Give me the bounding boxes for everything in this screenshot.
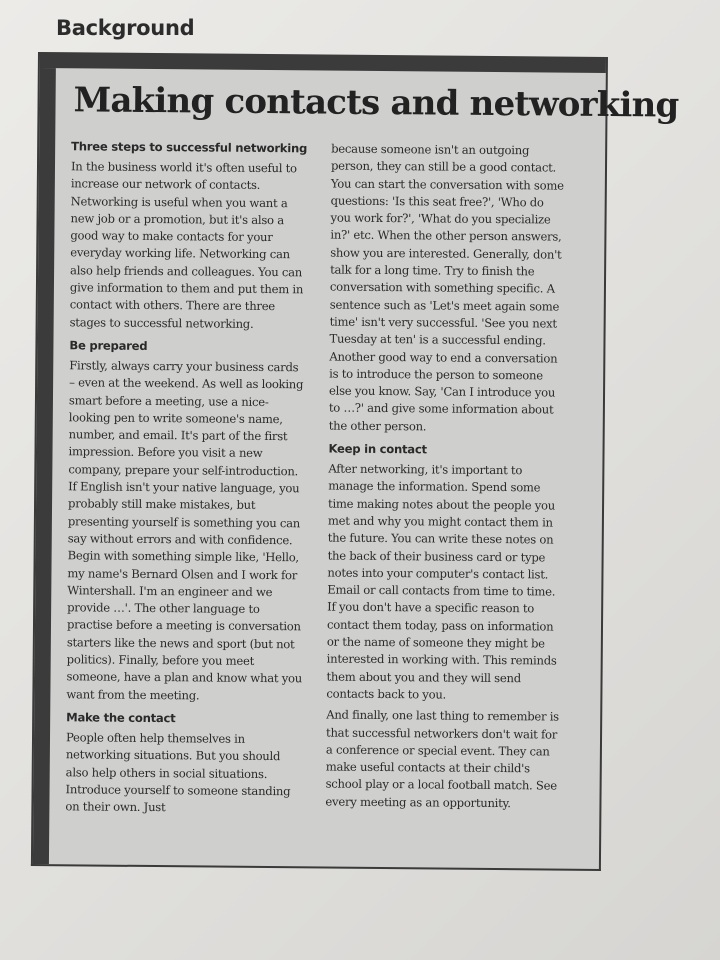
article-panel — [31, 52, 679, 871]
heading-be-prepared: Be prepared — [69, 338, 148, 353]
left-column — [65, 138, 307, 821]
panel-top-bar — [40, 52, 606, 73]
paragraph-make-contact: People often help themselves in networking situations. But you should also help others in social situations. Introduce yourself to someone standing on their own. Just — [65, 730, 291, 815]
paragraph-make-contact-continued: because someone isn't an outgoing person, they can still be a good contact. You can start the conversation with some questions: 'Is this seat free?', 'Who do you work for?', 'What do you specialize in?' etc. When the other person answers, show you are interested. Generally, don't talk for a long time. Try to finish the conversation with something specific. A sentence such as 'Let's meet again some time' isn't very successful. 'See you next Tuesday at ten' is a successful ending. Another good way to end a conversation is to introduce the person to someone else you know. Say, 'Can I introduce you to …?' and give some information about the other person. — [328, 141, 564, 434]
heading-make-contact: Make the contact — [66, 710, 176, 726]
paragraph-keep-in-contact: After networking, it's important to manage the information. Spend some time making notes about the people you met and why you might contact them in the future. You can write these notes on the back of their business card or type notes into your computer's contact list. Email or call contacts from time to time. If you don't have a specific reason to contact them today, pass on information or the name of someone they might be interested in working with. This reminds them about you and they will send contacts back to you. — [326, 461, 557, 702]
heading-three-steps: Three steps to successful networking — [71, 139, 308, 156]
paragraph-be-prepared: Firstly, always carry your business cards – even at the weekend. As well as looking smart before a meeting, use a nice-looking pen to write someone's name, number, and email. It's part of the first impression. Before you visit a new company, prepare your self-introduction. If English isn't your native language, you probably still make mistakes, but presenting yourself is something you can say without errors and with confidence. Begin with something simple like, 'Hello, my name's Bernard Olsen and I work for Wintershall. I'm an engineer and we provide …'. The other language to practise before a meeting is conversation starters like the news and sport (but not politics). Finally, before you meet someone, have a plan and know what you want from the meeting. — [66, 358, 304, 703]
article-title: Making contacts and networking — [73, 80, 679, 126]
section-label: Background — [56, 16, 195, 40]
panel-side-bar — [33, 68, 56, 864]
paragraph-intro: In the business world it's often useful to increase our network of contacts. Networking is useful when you want a new job or a promotion, but it's also a good way to make contacts for your everyday working life. Networking can also help friends and colleagues. You can give information to them and put them in contact with others. There are three stages to successful networking. — [69, 159, 304, 331]
paragraph-finally: And finally, one last thing to remember is that successful networkers don't wait for a conference or special event. They can make useful contacts at their child's school play or a local football match. See every meeting as an opportunity. — [325, 707, 559, 810]
right-column — [325, 141, 567, 817]
heading-keep-in-contact: Keep in contact — [328, 441, 427, 457]
